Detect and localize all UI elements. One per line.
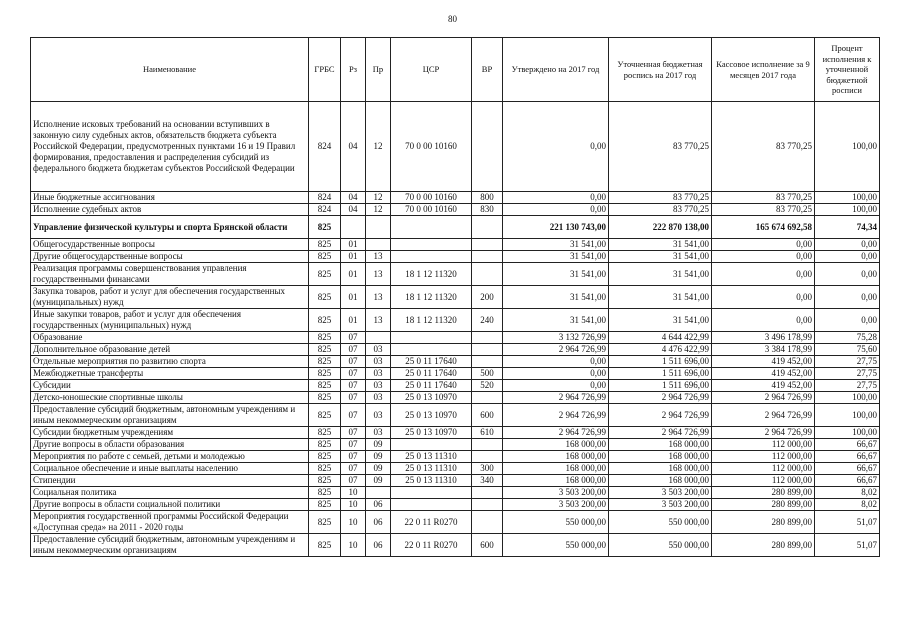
- cell-approved: 550 000,00: [503, 534, 609, 557]
- cell-pr: 09: [366, 475, 391, 487]
- cell-csr: [391, 499, 472, 511]
- cell-csr: 25 0 11 17640: [391, 356, 472, 368]
- cell-grbs: 825: [309, 439, 341, 451]
- cell-executed: 280 899,00: [712, 487, 815, 499]
- table-row: [31, 263, 880, 286]
- cell-grbs: 825: [309, 309, 341, 332]
- cell-rz: 07: [341, 380, 366, 392]
- cell-pr: 03: [366, 344, 391, 356]
- cell-executed: 0,00: [712, 239, 815, 251]
- cell-vr: [472, 451, 503, 463]
- cell-vr: [472, 239, 503, 251]
- header-row: [31, 38, 880, 102]
- cell-percent: 66,67: [815, 463, 880, 475]
- cell-name: Другие вопросы в области образования: [31, 439, 309, 451]
- cell-vr: [472, 251, 503, 263]
- cell-percent: 0,00: [815, 263, 880, 286]
- cell-percent: 51,07: [815, 511, 880, 534]
- cell-percent: 100,00: [815, 192, 880, 204]
- cell-executed: 419 452,00: [712, 380, 815, 392]
- cell-vr: 200: [472, 286, 503, 309]
- table-row: [31, 451, 880, 463]
- cell-approved: 550 000,00: [503, 511, 609, 534]
- cell-percent: 51,07: [815, 534, 880, 557]
- cell-pr: [366, 216, 391, 239]
- cell-refined: 3 503 200,00: [609, 487, 712, 499]
- cell-csr: [391, 216, 472, 239]
- cell-refined: 31 541,00: [609, 251, 712, 263]
- cell-pr: 12: [366, 192, 391, 204]
- cell-grbs: 825: [309, 344, 341, 356]
- cell-pr: 06: [366, 534, 391, 557]
- cell-grbs: 825: [309, 332, 341, 344]
- cell-name: Реализация программы совершенствования управления государственными финансами: [31, 263, 309, 286]
- cell-name: Дополнительное образование детей: [31, 344, 309, 356]
- cell-grbs: 825: [309, 251, 341, 263]
- cell-grbs: 825: [309, 487, 341, 499]
- cell-percent: 27,75: [815, 368, 880, 380]
- cell-rz: 07: [341, 344, 366, 356]
- table-row: [31, 309, 880, 332]
- cell-percent: 27,75: [815, 380, 880, 392]
- cell-vr: 800: [472, 192, 503, 204]
- cell-grbs: 824: [309, 102, 341, 192]
- cell-csr: 18 1 12 11320: [391, 263, 472, 286]
- cell-percent: 100,00: [815, 427, 880, 439]
- cell-name: Социальное обеспечение и иные выплаты населению: [31, 463, 309, 475]
- cell-rz: 07: [341, 439, 366, 451]
- cell-rz: 01: [341, 263, 366, 286]
- table-row: [31, 368, 880, 380]
- cell-refined: 83 770,25: [609, 204, 712, 216]
- cell-approved: 3 503 200,00: [503, 499, 609, 511]
- cell-pr: 03: [366, 356, 391, 368]
- cell-approved: 2 964 726,99: [503, 392, 609, 404]
- cell-percent: 100,00: [815, 204, 880, 216]
- cell-csr: 25 0 13 11310: [391, 463, 472, 475]
- cell-grbs: 825: [309, 368, 341, 380]
- cell-percent: 0,00: [815, 286, 880, 309]
- cell-executed: 2 964 726,99: [712, 404, 815, 427]
- cell-refined: 168 000,00: [609, 451, 712, 463]
- cell-grbs: 825: [309, 463, 341, 475]
- cell-rz: 01: [341, 309, 366, 332]
- table-row: [31, 286, 880, 309]
- cell-name: Детско-юношеские спортивные школы: [31, 392, 309, 404]
- cell-executed: 83 770,25: [712, 102, 815, 192]
- cell-rz: 07: [341, 368, 366, 380]
- cell-percent: 100,00: [815, 102, 880, 192]
- header-approved: Утверждено на 2017 год: [503, 38, 609, 102]
- cell-name: Отдельные мероприятия по развитию спорта: [31, 356, 309, 368]
- cell-name: Управление физической культуры и спорта Брянской области: [31, 216, 309, 239]
- cell-rz: 01: [341, 239, 366, 251]
- cell-name: Предоставление субсидий бюджетным, автономным учреждениям и иным некоммерческим организациям: [31, 534, 309, 557]
- cell-refined: 2 964 726,99: [609, 392, 712, 404]
- cell-csr: [391, 332, 472, 344]
- cell-csr: [391, 487, 472, 499]
- cell-grbs: 825: [309, 451, 341, 463]
- cell-pr: 06: [366, 499, 391, 511]
- table-row: [31, 239, 880, 251]
- cell-percent: 75,60: [815, 344, 880, 356]
- cell-pr: 13: [366, 251, 391, 263]
- page-number: 80: [448, 14, 457, 24]
- cell-grbs: 824: [309, 204, 341, 216]
- cell-vr: 240: [472, 309, 503, 332]
- table-row: [31, 511, 880, 534]
- table-row: [31, 204, 880, 216]
- cell-csr: 18 1 12 11320: [391, 286, 472, 309]
- cell-executed: 83 770,25: [712, 192, 815, 204]
- header-pr: Пр: [366, 38, 391, 102]
- header-rz: Рз: [341, 38, 366, 102]
- cell-refined: 550 000,00: [609, 511, 712, 534]
- cell-approved: 31 541,00: [503, 309, 609, 332]
- cell-refined: 83 770,25: [609, 102, 712, 192]
- cell-rz: 07: [341, 332, 366, 344]
- cell-rz: 07: [341, 463, 366, 475]
- cell-vr: [472, 439, 503, 451]
- cell-csr: 70 0 00 10160: [391, 102, 472, 192]
- cell-name: Мероприятия государственной программы Российской Федерации «Доступная среда» на 2011 - 2020 годы: [31, 511, 309, 534]
- cell-vr: [472, 263, 503, 286]
- cell-refined: 1 511 696,00: [609, 356, 712, 368]
- cell-grbs: 825: [309, 380, 341, 392]
- table-row: [31, 380, 880, 392]
- cell-executed: 280 899,00: [712, 534, 815, 557]
- cell-executed: 3 384 178,99: [712, 344, 815, 356]
- cell-vr: [472, 511, 503, 534]
- cell-vr: [472, 102, 503, 192]
- cell-vr: 340: [472, 475, 503, 487]
- cell-refined: 31 541,00: [609, 286, 712, 309]
- cell-csr: 25 0 11 17640: [391, 380, 472, 392]
- cell-grbs: 825: [309, 475, 341, 487]
- cell-executed: 112 000,00: [712, 451, 815, 463]
- budget-table: [30, 37, 880, 557]
- cell-rz: 07: [341, 427, 366, 439]
- table-row: [31, 463, 880, 475]
- cell-pr: 13: [366, 263, 391, 286]
- cell-executed: 280 899,00: [712, 511, 815, 534]
- cell-pr: 03: [366, 427, 391, 439]
- cell-approved: 0,00: [503, 380, 609, 392]
- cell-approved: 168 000,00: [503, 451, 609, 463]
- cell-pr: 06: [366, 511, 391, 534]
- cell-executed: 0,00: [712, 286, 815, 309]
- cell-approved: 0,00: [503, 102, 609, 192]
- cell-name: Исполнение судебных актов: [31, 204, 309, 216]
- cell-executed: 165 674 692,58: [712, 216, 815, 239]
- cell-approved: 2 964 726,99: [503, 427, 609, 439]
- cell-vr: 600: [472, 404, 503, 427]
- cell-percent: 0,00: [815, 251, 880, 263]
- header-executed: Кассовое исполнение за 9 месяцев 2017 года: [712, 38, 815, 102]
- cell-vr: 830: [472, 204, 503, 216]
- cell-name: Социальная политика: [31, 487, 309, 499]
- cell-approved: 2 964 726,99: [503, 344, 609, 356]
- cell-approved: 0,00: [503, 368, 609, 380]
- cell-grbs: 825: [309, 216, 341, 239]
- table-row: [31, 534, 880, 557]
- cell-csr: 25 0 13 10970: [391, 392, 472, 404]
- cell-grbs: 825: [309, 499, 341, 511]
- cell-rz: 10: [341, 487, 366, 499]
- cell-percent: 0,00: [815, 239, 880, 251]
- cell-executed: 112 000,00: [712, 439, 815, 451]
- cell-pr: 03: [366, 368, 391, 380]
- cell-executed: 0,00: [712, 263, 815, 286]
- cell-rz: 01: [341, 286, 366, 309]
- cell-csr: 25 0 13 11310: [391, 475, 472, 487]
- cell-pr: 03: [366, 380, 391, 392]
- cell-csr: 22 0 11 R0270: [391, 534, 472, 557]
- cell-rz: 10: [341, 511, 366, 534]
- cell-executed: 2 964 726,99: [712, 427, 815, 439]
- header-csr: ЦСР: [391, 38, 472, 102]
- cell-rz: 10: [341, 499, 366, 511]
- cell-rz: 04: [341, 102, 366, 192]
- cell-pr: 03: [366, 392, 391, 404]
- cell-rz: 07: [341, 392, 366, 404]
- cell-approved: 0,00: [503, 356, 609, 368]
- cell-grbs: 825: [309, 427, 341, 439]
- cell-rz: 01: [341, 251, 366, 263]
- cell-pr: 03: [366, 404, 391, 427]
- header-percent: Процент исполнения к уточненной бюджетной росписи: [815, 38, 880, 102]
- table-row: [31, 102, 880, 192]
- cell-name: Другие общегосударственные вопросы: [31, 251, 309, 263]
- cell-name: Исполнение исковых требований на основании вступивших в законную силу судебных актов, обязательств бюджета субъекта Российской Федерации, предусмотренных пунктами 16 и 19 Правил формирования, предоставления и распределения субсидий из федерального бюджета бюджетам субъектов Российской Федерации: [31, 102, 309, 192]
- table-row: [31, 404, 880, 427]
- cell-csr: 22 0 11 R0270: [391, 511, 472, 534]
- cell-approved: 0,00: [503, 192, 609, 204]
- table-row: [31, 192, 880, 204]
- cell-refined: 31 541,00: [609, 309, 712, 332]
- cell-executed: 0,00: [712, 251, 815, 263]
- cell-approved: 221 130 743,00: [503, 216, 609, 239]
- cell-refined: 222 870 138,00: [609, 216, 712, 239]
- cell-csr: [391, 251, 472, 263]
- cell-csr: 25 0 13 10970: [391, 404, 472, 427]
- cell-name: Закупка товаров, работ и услуг для обеспечения государственных (муниципальных) нужд: [31, 286, 309, 309]
- cell-pr: [366, 332, 391, 344]
- cell-refined: 31 541,00: [609, 239, 712, 251]
- cell-grbs: 825: [309, 511, 341, 534]
- cell-rz: [341, 216, 366, 239]
- cell-percent: 75,28: [815, 332, 880, 344]
- table-row: [31, 356, 880, 368]
- cell-vr: 520: [472, 380, 503, 392]
- cell-pr: 09: [366, 451, 391, 463]
- cell-csr: [391, 439, 472, 451]
- cell-executed: 419 452,00: [712, 356, 815, 368]
- table-row: [31, 475, 880, 487]
- cell-vr: [472, 499, 503, 511]
- cell-approved: 2 964 726,99: [503, 404, 609, 427]
- cell-percent: 66,67: [815, 439, 880, 451]
- cell-vr: [472, 216, 503, 239]
- cell-percent: 66,67: [815, 451, 880, 463]
- cell-pr: [366, 239, 391, 251]
- cell-percent: 27,75: [815, 356, 880, 368]
- cell-vr: [472, 332, 503, 344]
- table-row: [31, 332, 880, 344]
- cell-pr: 13: [366, 309, 391, 332]
- cell-vr: 300: [472, 463, 503, 475]
- table-row: [31, 439, 880, 451]
- cell-percent: 100,00: [815, 392, 880, 404]
- cell-csr: [391, 344, 472, 356]
- cell-name: Мероприятия по работе с семьей, детьми и молодежью: [31, 451, 309, 463]
- cell-name: Иные бюджетные ассигнования: [31, 192, 309, 204]
- cell-name: Образование: [31, 332, 309, 344]
- cell-percent: 0,00: [815, 309, 880, 332]
- cell-executed: 2 964 726,99: [712, 392, 815, 404]
- cell-approved: 31 541,00: [503, 251, 609, 263]
- header-name: Наименование: [31, 38, 309, 102]
- cell-refined: 1 511 696,00: [609, 380, 712, 392]
- cell-executed: 3 496 178,99: [712, 332, 815, 344]
- cell-pr: 12: [366, 204, 391, 216]
- cell-vr: [472, 487, 503, 499]
- cell-approved: 3 503 200,00: [503, 487, 609, 499]
- cell-approved: 31 541,00: [503, 239, 609, 251]
- cell-approved: 168 000,00: [503, 463, 609, 475]
- cell-percent: 100,00: [815, 404, 880, 427]
- cell-name: Предоставление субсидий бюджетным, автономным учреждениям и иным некоммерческим организациям: [31, 404, 309, 427]
- cell-rz: 04: [341, 204, 366, 216]
- cell-refined: 83 770,25: [609, 192, 712, 204]
- cell-refined: 168 000,00: [609, 475, 712, 487]
- cell-pr: 12: [366, 102, 391, 192]
- cell-grbs: 825: [309, 356, 341, 368]
- table-row: [31, 392, 880, 404]
- cell-pr: 09: [366, 463, 391, 475]
- cell-name: Общегосударственные вопросы: [31, 239, 309, 251]
- cell-name: Стипендии: [31, 475, 309, 487]
- table-row: [31, 216, 880, 239]
- cell-executed: 112 000,00: [712, 475, 815, 487]
- cell-rz: 07: [341, 451, 366, 463]
- cell-rz: 04: [341, 192, 366, 204]
- cell-vr: [472, 392, 503, 404]
- cell-csr: 70 0 00 10160: [391, 204, 472, 216]
- cell-rz: 07: [341, 404, 366, 427]
- cell-pr: 09: [366, 439, 391, 451]
- cell-name: Иные закупки товаров, работ и услуг для обеспечения государственных (муниципальных) нужд: [31, 309, 309, 332]
- cell-csr: 25 0 13 10970: [391, 427, 472, 439]
- cell-grbs: 824: [309, 192, 341, 204]
- cell-refined: 1 511 696,00: [609, 368, 712, 380]
- cell-csr: 25 0 11 17640: [391, 368, 472, 380]
- cell-name: Другие вопросы в области социальной политики: [31, 499, 309, 511]
- cell-rz: 07: [341, 475, 366, 487]
- cell-refined: 168 000,00: [609, 439, 712, 451]
- cell-approved: 0,00: [503, 204, 609, 216]
- cell-grbs: 825: [309, 239, 341, 251]
- cell-csr: 18 1 12 11320: [391, 309, 472, 332]
- cell-approved: 168 000,00: [503, 475, 609, 487]
- table-row: [31, 499, 880, 511]
- cell-executed: 83 770,25: [712, 204, 815, 216]
- cell-refined: 550 000,00: [609, 534, 712, 557]
- cell-percent: 74,34: [815, 216, 880, 239]
- cell-name: Субсидии бюджетным учреждениям: [31, 427, 309, 439]
- table-row: [31, 344, 880, 356]
- cell-csr: 70 0 00 10160: [391, 192, 472, 204]
- cell-pr: 13: [366, 286, 391, 309]
- cell-name: Межбюджетные трансферты: [31, 368, 309, 380]
- cell-refined: 3 503 200,00: [609, 499, 712, 511]
- table-row: [31, 487, 880, 499]
- cell-executed: 0,00: [712, 309, 815, 332]
- cell-pr: [366, 487, 391, 499]
- cell-percent: 8,02: [815, 499, 880, 511]
- cell-vr: 610: [472, 427, 503, 439]
- cell-grbs: 825: [309, 404, 341, 427]
- cell-refined: 168 000,00: [609, 463, 712, 475]
- cell-rz: 07: [341, 356, 366, 368]
- header-refined: Уточненная бюджетная роспись на 2017 год: [609, 38, 712, 102]
- cell-approved: 3 132 726,99: [503, 332, 609, 344]
- cell-refined: 31 541,00: [609, 263, 712, 286]
- cell-executed: 419 452,00: [712, 368, 815, 380]
- cell-approved: 168 000,00: [503, 439, 609, 451]
- cell-grbs: 825: [309, 263, 341, 286]
- cell-executed: 280 899,00: [712, 499, 815, 511]
- table-row: [31, 427, 880, 439]
- cell-csr: 25 0 13 11310: [391, 451, 472, 463]
- cell-approved: 31 541,00: [503, 263, 609, 286]
- cell-approved: 31 541,00: [503, 286, 609, 309]
- cell-vr: 600: [472, 534, 503, 557]
- header-grbs: ГРБС: [309, 38, 341, 102]
- table-row: [31, 251, 880, 263]
- cell-refined: 2 964 726,99: [609, 427, 712, 439]
- cell-grbs: 825: [309, 286, 341, 309]
- cell-refined: 4 476 422,99: [609, 344, 712, 356]
- cell-percent: 66,67: [815, 475, 880, 487]
- cell-refined: 4 644 422,99: [609, 332, 712, 344]
- cell-vr: 500: [472, 368, 503, 380]
- cell-refined: 2 964 726,99: [609, 404, 712, 427]
- cell-grbs: 825: [309, 534, 341, 557]
- cell-grbs: 825: [309, 392, 341, 404]
- cell-vr: [472, 356, 503, 368]
- cell-rz: 10: [341, 534, 366, 557]
- cell-percent: 8,02: [815, 487, 880, 499]
- cell-csr: [391, 239, 472, 251]
- cell-name: Субсидии: [31, 380, 309, 392]
- cell-executed: 112 000,00: [712, 463, 815, 475]
- header-vr: ВР: [472, 38, 503, 102]
- cell-vr: [472, 344, 503, 356]
